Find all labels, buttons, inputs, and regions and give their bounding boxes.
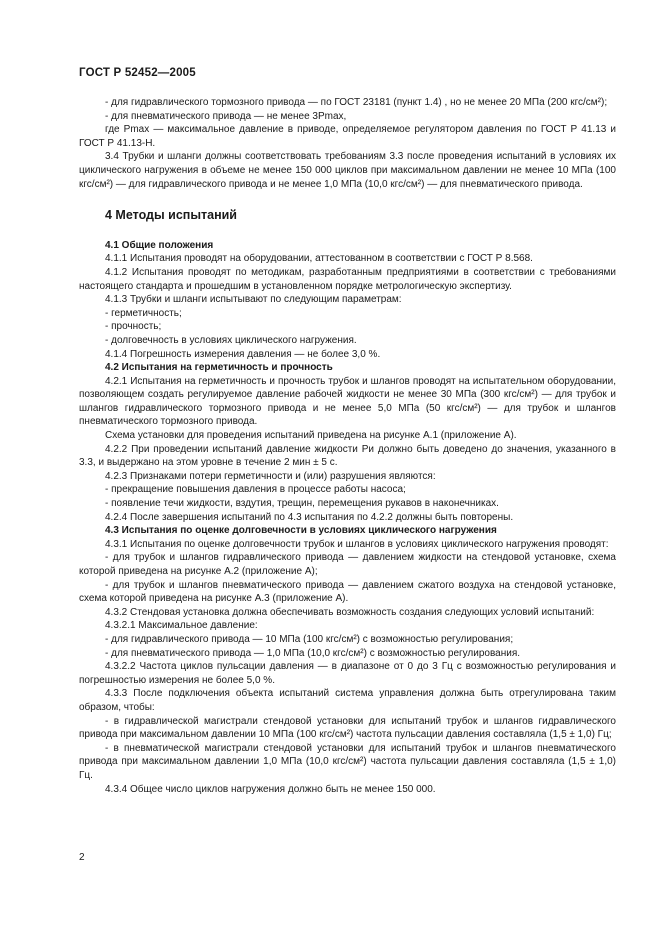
paragraph: 4.2.2 При проведении испытаний давление жидкости Pи должно быть доведено до значения, указанного в 3.3, и выдержано на этом уровне в течение 2 мин ± 5 с. [79, 443, 616, 469]
paragraph: где Pmax — максимальное давление в приводе, определяемое регулятором давления по ГОСТ Р 41.13 и ГОСТ Р 41.13-Н. [79, 124, 616, 149]
paragraph: 4.3.1 Испытания по оценке долговечности трубок и шлангов в условиях циклического нагружения проводят: [105, 538, 609, 550]
paragraph: - прекращение повышения давления в процессе работы насоса; [105, 484, 406, 496]
paragraph: 4.3.3 После подключения объекта испытаний система управления должна быть отрегулирована таким образом, чтобы: [79, 688, 616, 713]
paragraph: 3.4 Трубки и шланги должны соответствовать требованиям 3.3 после проведения испытаний в условиях их циклического нагружения в объеме не менее 150 000 циклов при максимальном давлении не менее 10 МПа (100 кгс/см²) — для гидравлического привода и не менее 1,0 МПа (10,0 кгс/см²) — для пневматического привода. [79, 151, 616, 190]
paragraph: - появление течи жидкости, вздутия, трещин, перемещения рукавов в наконечниках. [105, 498, 499, 510]
paragraph: - для трубок и шлангов пневматического привода — давлением сжатого воздуха на стендовой установке, схема которой приведена на рисунке А.3 (приложение А). [79, 579, 616, 605]
paragraph: 4.3.2.1 Максимальное давление: [105, 620, 258, 632]
paragraph: - долговечность в условиях циклического нагружения. [105, 334, 357, 346]
subsection-heading: 4.1 Общие положения [105, 239, 214, 251]
paragraph: - в гидравлической магистрали стендовой установки для испытаний трубок и шлангов гидравлического привода при максимальном давлении 10 МПа (100 кгс/см²) частота пульсации давления составляла (1,5 ± 1,0) Гц; [79, 715, 616, 741]
paragraph: - для гидравлического тормозного привода — по ГОСТ 23181 (пункт 1.4) , но не менее 20 МПа (200 кгс/см²); [105, 97, 608, 108]
paragraph: 4.1.1 Испытания проводят на оборудовании, аттестованном в соответствии с ГОСТ Р 8.568. [105, 253, 533, 265]
paragraph: 4.3.4 Общее число циклов нагружения должно быть не менее 150 000. [105, 783, 436, 795]
subsection-heading: 4.3 Испытания по оценке долговечности в условиях циклического нагружения [105, 525, 497, 537]
paragraph: - для пневматического привода — 1,0 МПа (10,0 кгс/см²) с возможностью регулирования. [105, 647, 521, 659]
page-number: 2 [79, 852, 85, 863]
paragraph: 4.2.4 После завершения испытаний по 4.3 испытания по 4.2.2 должны быть повторены. [105, 511, 514, 523]
paragraph: 4.2.3 Признаками потери герметичности и (или) разрушения являются: [105, 470, 436, 482]
paragraph: 4.3.2.2 Частота циклов пульсации давления — в диапазоне от 0 до 3 Гц с возможностью регулирования и погрешностью измерения не более 5,0 %. [79, 661, 616, 686]
paragraph: - для пневматического привода — не менее 3Pmax, [105, 110, 347, 122]
paragraph: 4.1.2 Испытания проводят по методикам, разработанным предприятиями в соответствии с требованиями настоящего стандарта и прошедшим в установленном порядке метрологическую экспертизу. [79, 266, 616, 292]
document-body [79, 96, 616, 796]
section-heading: 4 Методы испытаний [105, 208, 237, 223]
paragraph: - для гидравлического привода — 10 МПа (100 кгс/см²) с возможностью регулирования; [105, 633, 514, 645]
paragraph: 4.1.3 Трубки и шланги испытывают по следующим параметрам: [105, 294, 402, 306]
paragraph: 4.1.4 Погрешность измерения давления — не более 3,0 %. [105, 348, 381, 360]
paragraph: 4.3.2 Стендовая установка должна обеспечивать возможность создания следующих условий испытаний: [105, 606, 595, 618]
paragraph: - герметичность; [105, 307, 182, 319]
paragraph: - в пневматической магистрали стендовой установки для испытаний трубок и шлангов пневматического привода при максимальном давлении 1,0 МПа (10,0 кгс/см²) частота пульсации давления составляла (1,5 ± 1,0) Гц. [79, 742, 616, 781]
paragraph: 4.2.1 Испытания на герметичность и прочность трубок и шлангов проводят на испытательном оборудовании, позволяющем создать регулируемое давление рабочей жидкости не менее 30 МПа (300 кгс/см²) — для трубок и шлангов гидравлического тормозного привода и не менее 5,0 МПа (50 кгс/см²) — для трубок и шлангов пневматического тормозного привода. [79, 375, 616, 428]
paragraph: - для трубок и шлангов гидравлического привода — давлением жидкости на стендовой установке, схема которой приведена на рисунке А.2 (приложение А); [79, 552, 616, 577]
subsection-heading: 4.2 Испытания на герметичность и прочность [105, 362, 333, 374]
paragraph: - прочность; [105, 321, 162, 333]
paragraph: Схема установки для проведения испытаний приведена на рисунке А.1 (приложение А). [105, 430, 517, 442]
page-header: ГОСТ Р 52452—2005 [79, 67, 196, 79]
